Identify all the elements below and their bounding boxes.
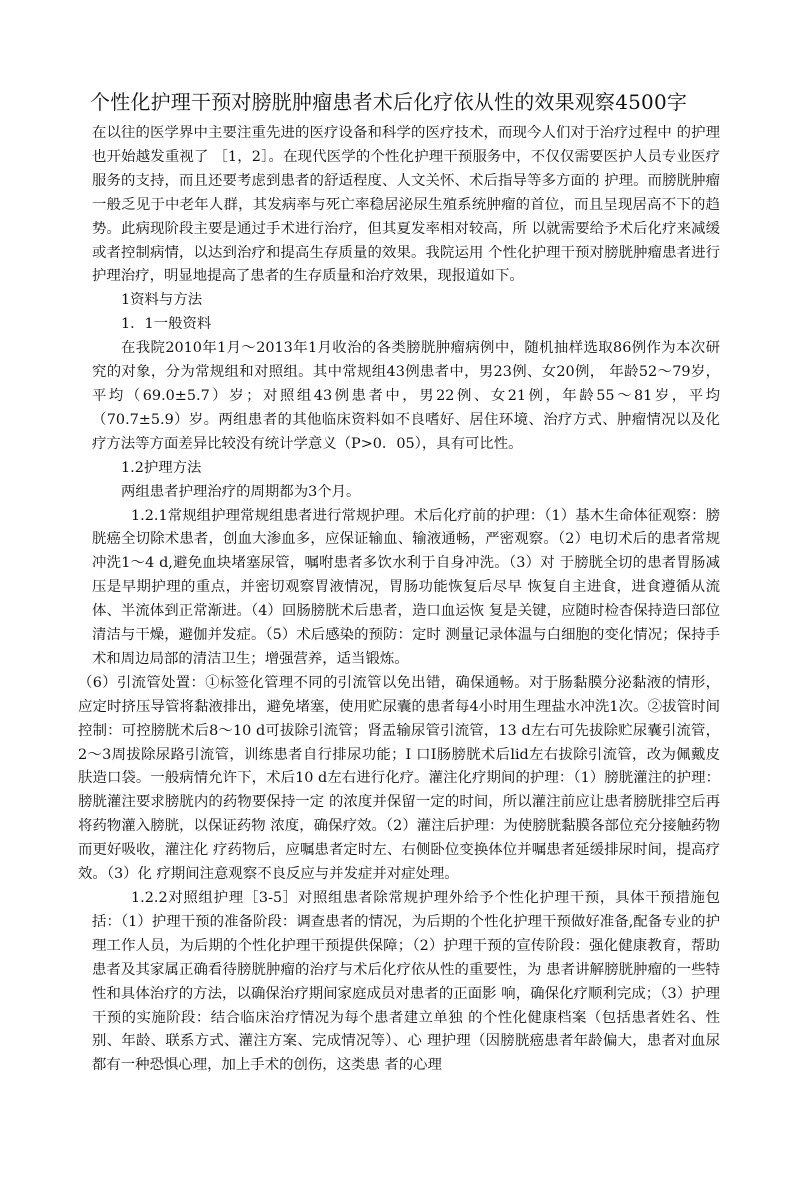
control-group-paragraph: 1.2.2对照组护理［3-5］对照组患者除常规护理外给予个性化护理干预，具体干预措施包括：（1）护理干预的准备阶段：调查患者的情况，为后期的个性化护理干预做好准备,配备专业的护理工作人员，为后期的个性化护理干预提供保障；（2）护理干预的宣传阶段：强化健康教育，帮助患者及其家属正确看待膀胱肿瘤的治疗与术后化疗依从性的重要性，为 患者讲解膀胱肿瘤的一些特性和具体治疗的方法，以确保治疗期间家庭成员对患者的正面影 响，确保化疗顺利完成；（3）护理干预的实施阶段：结合临床治疗情况为每个患者建立单独 的个性化健康档案（包括患者姓名、性别、年龄、联系方式、灌注方案、完成情况等）、心 理护理（因膀胱癌患者年龄偏大，患者对血尿都有一种恐惧心理，加上手术的创伤，这类患 者的心理 [92, 890, 720, 1074]
subsection-heading-general-data: 1．1一般资料 [121, 316, 212, 333]
nursing-period-paragraph: 两组患者护理治疗的周期都为3个月。 [121, 483, 361, 500]
page-title: 个性化护理干预对膀胱肿瘤患者术后化疗依从性的效果观察4500字 [90, 90, 688, 114]
subsection-heading-nursing-methods: 1.2护理方法 [121, 459, 202, 476]
routine-group-paragraph: 1.2.1常规组护理常规组患者进行常规护理。术后化疗前的护理：（1）基木生命体征观察：膀胱癌全切除术患者，创血大渗血多，应保证输血、输液通畅，严密观察。（2）电切术后的患者常规冲洗1〜4 d,避免血块堵塞尿管，嘱咐患者多饮水利于自身冲洗。（3）对 于膀胱全切的患者胃肠减压是早期护理的重点，并密切观察胃液情况，胃肠功能恢复后尽早 恢复自主进食，进食遵循从流体、半流体到正常渐进。（4）回肠膀胱术后患者，造口血运恢 复是关键，应随时检杳保持造曰部位清洁与干燥，避伽并发症。（5）术后感染的预防：定时 测量记录体温与白细胞的变化情况；保持手术和周边局部的清洁卫生；增强营养，适当锻炼。 [92, 507, 720, 667]
drainage-tube-paragraph: （6）引流管处置：①标签化管理不同的引流管以免出错，确保通畅。对于肠黏膜分泌黏液的情形，应定时挤压导管将黏液排出，避免堵塞，使用贮尿囊的患者每4小时用生理盐水冲洗1次。②拔管时间控制：可控膀胱术后8〜10 d可拔除引流管；肾盂输尿管引流管，13 d左右可先拔除贮尿囊引流管，2〜3周拔除尿路引流管，训练患者自行排尿功能；I 口I肠膀胱术后lid左右拔除引流管，改为佩戴皮肤造口袋。一般病情允许下，术后10 d左右进行化疗。灌注化疗期间的护理：（1）膀胱灌注的护理：膀胱灌注要求膀胱内的药物要保持一定 的浓度并保留一定的时间，所以灌注前应让患者膀胱排空后再将药物灌入膀胱，以保证药物 浓度，确保疗效。（2）灌注后护理：为使膀胱黏膜各部位充分接触药物而更好吸收，灌注化 疗药物后，应嘱患者定时左、右侧卧位变换体位并嘱患者延缓排尿时间，提高疗效。（3）化 疗期间注意观察不良反应与并发症并对症处理。 [78, 674, 720, 883]
document-body [78, 122, 720, 1078]
general-data-paragraph: 在我院2010年1月〜2013年1月收治的各类膀胱肿瘤病例中，随机抽样选取86例作为本次研究的对象，分为常规组和对照组。其中常规组43例患者中，男23例、女20例， 年龄52〜79岁，平均（69.0±5.7）岁；对照组43例患者中，男22例、女21例，年龄55〜81岁，平均（70.7±5.9）岁。两组患者的其他临床资料如不良嗜好、居住环境、治疗方式、肿瘤情况以及化疗方法等方面差异比较没有统计学意义（P>0．05），具有可比性。 [92, 340, 720, 452]
intro-paragraph: 在以往的医学界中主要注重先进的医疗设备和科学的医疗技术，而现今人们对于治疗过程中 的护理也开始越发重视了 ［1，2］。在现代医学的个性化护理干预服务中，不仅仅需要医护人员专业医疗服务的支持，而且还要考虑到患者的舒适程度、人文关怀、术后指导等多方面的 护理。而膀胱肿瘤一般乏见于中老年人群，其发病率与死亡率稳居泌尿生殖系统肿瘤的首位，而且呈现居高不下的趋势。此病现阶段主要是通过手术进行治疗，但其夏发率相对较高，所 以就需要给予术后化疗来减缓或者控制病情，以达到治疗和提高生存质量的效果。我院运用 个性化护理干预对膀胱肿瘤患者进行护理治疗，明显地提高了患者的生存质量和治疗效果，现报道如下。 [92, 125, 720, 285]
section-heading-materials-methods: 1资料与方法 [121, 292, 203, 309]
